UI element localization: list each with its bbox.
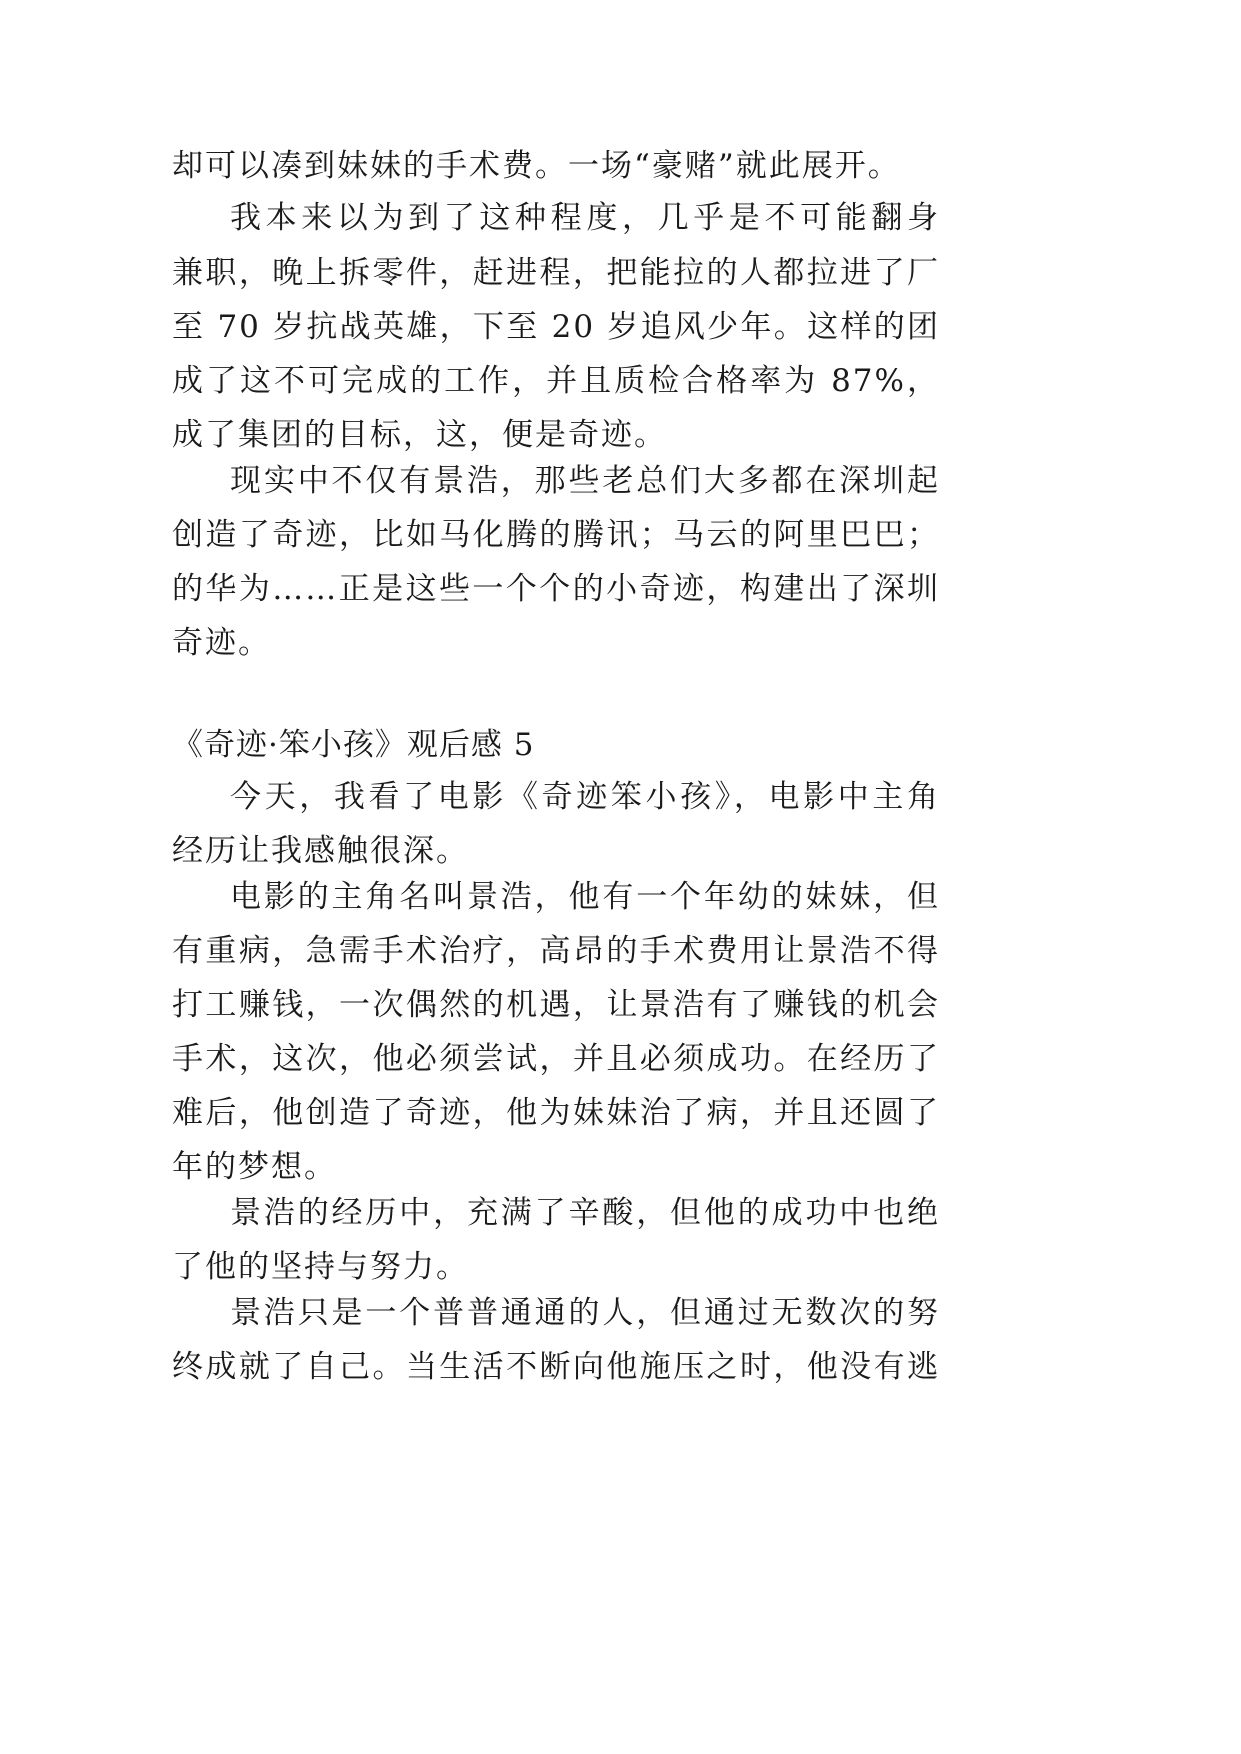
text-line: 成了集团的目标，这，便是奇迹。: [172, 417, 667, 453]
text-line: 年的梦想。: [172, 1149, 337, 1185]
text-line: 成了这不可完成的工作，并且质检合格率为 87%，: [172, 363, 940, 399]
paragraph-first-line: 今天，我看了电影《奇迹笨小孩》，电影中主角: [230, 779, 940, 815]
section-heading: 《奇迹·笨小孩》观后感 5: [172, 727, 535, 763]
text-line: 终成就了自己。当生活不断向他施压之时，他没有逃: [172, 1349, 940, 1385]
paragraph-first-line: 电影的主角名叫景浩，他有一个年幼的妹妹，但: [230, 879, 940, 915]
text-line: 却可以凑到妹妹的手术费。一场“豪赌”就此展开。: [172, 148, 901, 184]
text-line: 兼职，晚上拆零件，赶进程，把能拉的人都拉进了厂: [172, 255, 940, 291]
paragraph-first-line: 景浩只是一个普普通通的人，但通过无数次的努: [230, 1295, 940, 1331]
paragraph-first-line: 景浩的经历中，充满了辛酸，但他的成功中也绝: [230, 1195, 940, 1231]
text-line: 打工赚钱，一次偶然的机遇，让景浩有了赚钱的机会: [172, 987, 940, 1023]
text-line: 至 70 岁抗战英雄，下至 20 岁追风少年。这样的团: [172, 309, 940, 345]
paragraph-first-line: 现实中不仅有景浩，那些老总们大多都在深圳起: [230, 463, 940, 499]
text-line: 的华为……正是这些一个个的小奇迹，构建出了深圳: [172, 571, 940, 607]
text-line: 创造了奇迹，比如马化腾的腾讯；马云的阿里巴巴；: [172, 517, 940, 553]
text-line: 奇迹。: [172, 625, 271, 661]
text-line: 了他的坚持与努力。: [172, 1249, 469, 1285]
text-line: 有重病，急需手术治疗，高昂的手术费用让景浩不得: [172, 933, 940, 969]
paragraph-first-line: 我本来以为到了这种程度，几乎是不可能翻身: [230, 200, 940, 236]
text-line: 经历让我感触很深。: [172, 833, 469, 869]
text-line: 难后，他创造了奇迹，他为妹妹治了病，并且还圆了: [172, 1095, 940, 1131]
text-line: 手术，这次，他必须尝试，并且必须成功。在经历了: [172, 1041, 940, 1077]
